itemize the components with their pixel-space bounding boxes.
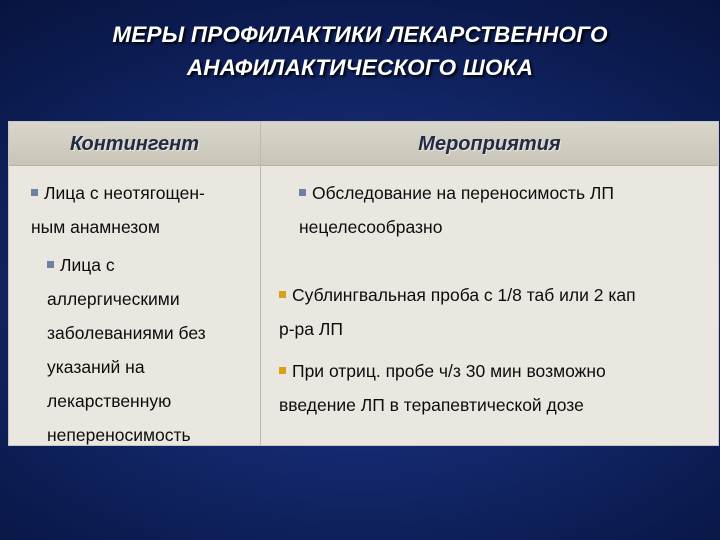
contingent-item-1 xyxy=(31,176,205,244)
contingent-item-2-line-5: лекарственную xyxy=(47,391,172,411)
contingent-item-2 xyxy=(47,248,206,452)
measure-item-3-line-2: введение ЛП в терапевтической дозе xyxy=(279,395,584,415)
contingent-item-1-line-2: ным анамнезом xyxy=(31,217,160,237)
prevention-table xyxy=(8,121,719,446)
measure-item-3 xyxy=(279,354,606,422)
contingent-item-2-line-2: аллергическими xyxy=(47,289,180,309)
square-bullet-icon xyxy=(279,291,286,298)
measure-item-1 xyxy=(299,176,614,244)
contingent-item-2-line-1: Лица с xyxy=(60,255,115,275)
measure-item-3-line-1: При отриц. пробе ч/з 30 мин возможно xyxy=(292,361,606,381)
square-bullet-icon xyxy=(279,367,286,374)
measure-item-1-line-1: Обследование на переносимость ЛП xyxy=(312,183,614,203)
table-header-row xyxy=(9,122,718,166)
header-measures: Мероприятия xyxy=(418,133,561,155)
slide-title xyxy=(0,18,720,84)
square-bullet-icon xyxy=(299,189,306,196)
measure-item-2-line-1: Сублингвальная проба с 1/8 таб или 2 кап xyxy=(292,285,636,305)
contingent-item-1-line-1: Лица с неотягощен- xyxy=(44,183,205,203)
measure-item-2 xyxy=(279,278,636,346)
measure-item-1-line-2: нецелесообразно xyxy=(299,217,443,237)
contingent-item-2-line-3: заболеваниями без xyxy=(47,323,206,343)
slide-title-line-2: АНАФИЛАКТИЧЕСКОГО ШОКА xyxy=(186,55,534,80)
header-contingent: Контингент xyxy=(69,133,200,155)
contingent-item-2-line-4: указаний на xyxy=(47,357,145,377)
measure-item-2-line-2: р-ра ЛП xyxy=(279,319,343,339)
table-body-row xyxy=(9,166,718,445)
column-divider xyxy=(260,122,261,445)
square-bullet-icon xyxy=(47,261,54,268)
square-bullet-icon xyxy=(31,189,38,196)
slide-title-line-1: МЕРЫ ПРОФИЛАКТИКИ ЛЕКАРСТВЕННОГО xyxy=(112,22,608,47)
contingent-item-2-line-6: непереносимость xyxy=(47,425,191,445)
